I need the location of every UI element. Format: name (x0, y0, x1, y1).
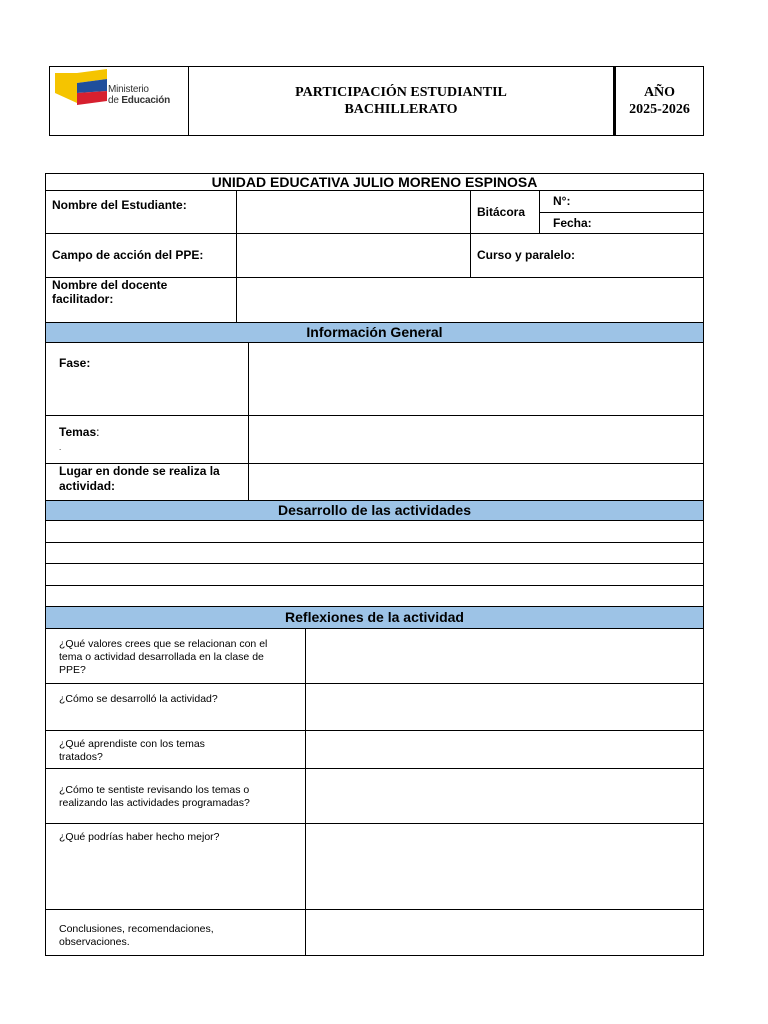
question-improve: ¿Qué podrías haber hecho mejor? (45, 823, 306, 910)
date-field[interactable]: Fecha: (539, 212, 704, 234)
topics-label: Temas: . (45, 415, 249, 464)
topics-field[interactable] (248, 415, 704, 464)
student-name-label: Nombre del Estudiante: (45, 190, 237, 234)
place-label: Lugar en donde se realiza la actividad: (45, 463, 249, 501)
course-field[interactable]: Curso y paralelo: (470, 233, 704, 278)
school-year (614, 66, 704, 136)
field-input[interactable] (236, 233, 471, 278)
teacher-field[interactable] (236, 277, 704, 323)
student-name-field[interactable] (236, 190, 471, 234)
field-label: Campo de acción del PPE: (45, 233, 237, 278)
ministry-logo-icon (55, 69, 107, 109)
teacher-label: Nombre del docente facilitador: (45, 277, 237, 323)
year-value: 2025-2026 (629, 102, 690, 117)
question-feelings: ¿Cómo te sentiste revisando los temas o realizando las actividades programadas? (45, 768, 306, 824)
section-general-info: Información General (45, 322, 704, 343)
section-activities: Desarrollo de las actividades (45, 500, 704, 521)
number-field[interactable]: N°: (539, 190, 704, 213)
answer-values[interactable] (305, 628, 704, 684)
year-label: AÑO (643, 85, 676, 100)
place-field[interactable] (248, 463, 704, 501)
phase-field[interactable] (248, 342, 704, 416)
answer-conclusions[interactable] (305, 909, 704, 956)
bitacora-label: Bitácora (470, 190, 540, 234)
logo-box (49, 66, 188, 136)
document-title (188, 66, 614, 136)
logo-text: Ministerio de Educación (108, 84, 171, 106)
section-reflections: Reflexiones de la actividad (45, 606, 704, 629)
answer-development[interactable] (305, 683, 704, 731)
answer-improve[interactable] (305, 823, 704, 910)
school-name: UNIDAD EDUCATIVA JULIO MORENO ESPINOSA (45, 173, 704, 191)
question-development: ¿Cómo se desarrolló la actividad? (45, 683, 306, 731)
answer-feelings[interactable] (305, 768, 704, 824)
title-line-1: PARTICIPACIÓN ESTUDIANTIL (295, 85, 507, 100)
activity-row[interactable] (45, 563, 704, 586)
question-values: ¿Qué valores crees que se relacionan con el tema o actividad desarrollada en la clase de PPE? (45, 628, 306, 684)
phase-label: Fase: (45, 342, 249, 416)
activity-row[interactable] (45, 542, 704, 564)
activity-row[interactable] (45, 520, 704, 543)
question-conclusions: Conclusiones, recomendaciones, observaciones. (45, 909, 306, 956)
answer-learned[interactable] (305, 730, 704, 769)
title-line-2: BACHILLERATO (344, 102, 458, 117)
activity-row[interactable] (45, 585, 704, 607)
question-learned: ¿Qué aprendiste con los temas tratados? (45, 730, 306, 769)
